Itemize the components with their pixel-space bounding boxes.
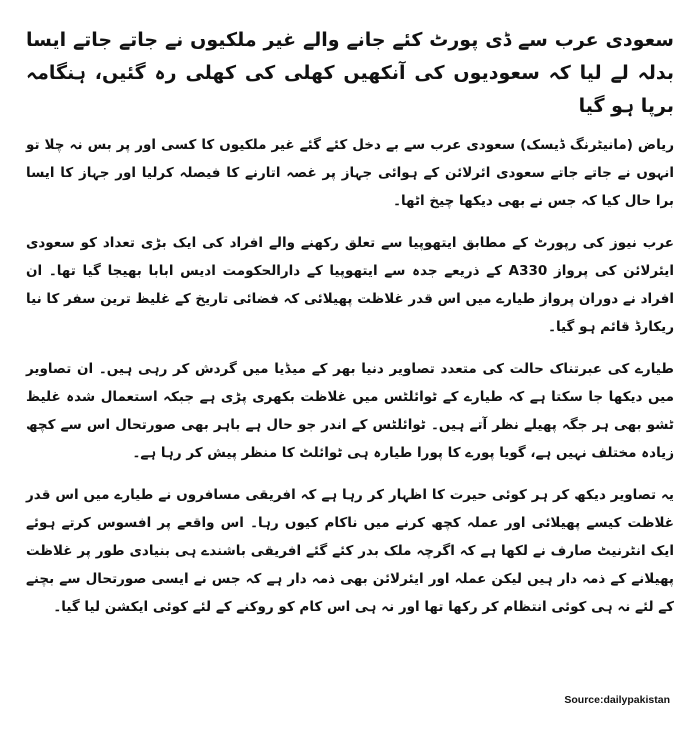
article-paragraph-4: یہ تصاویر دیکھ کر ہر کوئی حیرت کا اظہار کر رہا ہے کہ افریقی مسافروں نے طیارے میں اس قدر غلاظت کیسے پھیلائی اور عملہ کچھ کرنے میں ناکام کیوں رہا۔ اس واقعے پر افسوس کرتے ہوئے ایک انٹرنیٹ صارف نے لکھا ہے کہ اگرچہ ملک بدر کئے گئے افریقی باشندے ہی بنیادی طور پر غلاظت پھیلانے کے ذمہ دار ہیں لیکن عملہ اور ایئرلائن بھی ذمہ دار ہے کہ جس نے ایسی صورتحال سے بچنے کے لئے نہ ہی کوئی انتظام کر رکھا تھا اور نہ ہی اس کام کو روکنے کے لئے کوئی ایکشن لیا گیا۔ — [26, 487, 674, 615]
article-paragraph-3: طیارے کی عبرتناک حالت کی متعدد تصاویر دنیا بھر کے میڈیا میں گردش کر رہی ہیں۔ ان تصاویر میں دیکھا جا سکتا ہے کہ طیارے کے ٹوائلٹس میں غلاظت بکھری پڑی ہے جبکہ استعمال شدہ غلیظ ٹشو بھی ہر جگہ پھیلے نظر آتے ہیں۔ ٹوائلٹس کے اندر جو حال ہے باہر بھی صورتحال اس سے کچھ زیادہ مختلف نہیں ہے، گویا پورے کا پورا طیارہ ہی ٹوائلٹ کا منظر پیش کر رہا ہے۔ — [26, 361, 674, 461]
article-headline: سعودی عرب سے ڈی پورٹ کئے جانے والے غیر ملکیوں نے جاتے جاتے ایسا بدلہ لے لیا کہ سعودیوں کی آنکھیں کھلی کی کھلی رہ گئیں، ہنگامہ برپا ہو گیا — [26, 29, 674, 117]
article-paragraph-1: ریاض (مانیٹرنگ ڈیسک) سعودی عرب سے بے دخل کئے گئے غیر ملکیوں کا کسی اور پر بس نہ چلا تو انہوں نے جاتے جاتے سعودی ائرلائن کے ہوائی جہاز پر غصہ اتارنے کا فیصلہ کرلیا اور جہاز کا ایسا برا حال کیا کہ جس نے بھی دیکھا چیخ اٹھا۔ — [26, 137, 674, 209]
article-paragraph-2: عرب نیوز کی رپورٹ کے مطابق ایتھوپیا سے تعلق رکھنے والے افراد کی ایک بڑی تعداد کو سعودی ایئرلائن کی پرواز A330 کے ذریعے جدہ سے ایتھوپیا کے دارالحکومت ادیس ابابا بھیجا گیا تھا۔ ان افراد نے دوران پرواز طیارے میں اس قدر غلاظت پھیلائی کہ فضائی تاریخ کے غلیظ ترین سفر کا نیا ریکارڈ قائم ہو گیا۔ — [26, 235, 674, 335]
source-credit: Source:dailypakistan — [564, 694, 670, 706]
